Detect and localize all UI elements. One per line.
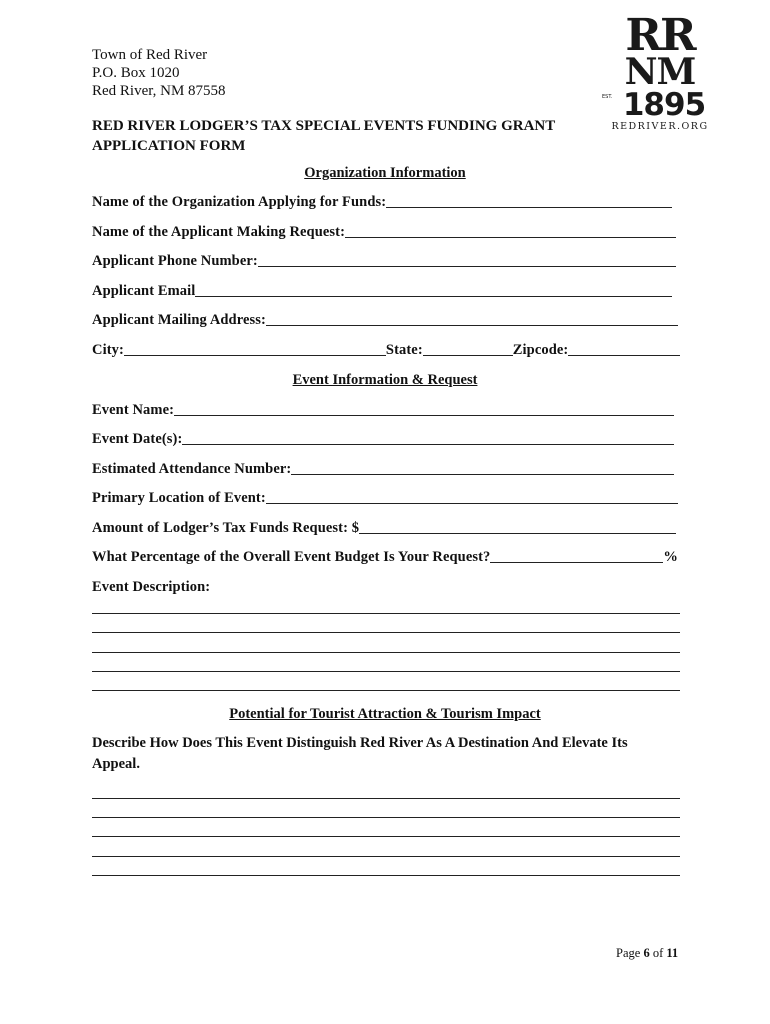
total-pages: 11: [666, 946, 679, 960]
svg-text:NM: NM: [624, 51, 696, 93]
page-number: [616, 946, 678, 961]
attendance-label: Estimated Attendance Number:: [92, 461, 292, 477]
org-name-input-line[interactable]: [386, 194, 672, 208]
applicant-name-field[interactable]: [92, 224, 676, 241]
applicant-name-label: Name of the Applicant Making Request:: [92, 224, 346, 240]
attendance-field[interactable]: [92, 461, 674, 478]
applicant-email-input-line[interactable]: [195, 283, 672, 297]
event-location-field[interactable]: [92, 490, 678, 507]
section-heading-tourism-impact: Potential for Tourist Attraction & Tourism Impact: [229, 706, 541, 722]
event-name-label: Event Name:: [92, 402, 175, 418]
state-input-line[interactable]: [423, 342, 513, 356]
address-line-2: P.O. Box 1020: [92, 65, 180, 81]
event-dates-label: Event Date(s):: [92, 431, 183, 447]
svg-text:EST.: EST.: [602, 94, 613, 100]
applicant-phone-label: Applicant Phone Number:: [92, 253, 258, 269]
event-description-label: Event Description:: [92, 579, 211, 595]
city-label: City:: [92, 342, 124, 358]
tourism-impact-line-1[interactable]: [92, 798, 680, 799]
event-name-field[interactable]: [92, 402, 674, 419]
percent-sign: %: [663, 549, 678, 565]
mailing-address-label: Applicant Mailing Address:: [92, 312, 266, 328]
funds-amount-field[interactable]: [92, 520, 676, 537]
applicant-email-label: Applicant Email: [92, 283, 196, 299]
zipcode-input-line[interactable]: [568, 342, 680, 356]
svg-text:RR: RR: [625, 12, 695, 61]
address-line-3: Red River, NM 87558: [92, 83, 226, 99]
section-heading-organization: Organization Information: [304, 165, 466, 181]
state-label: State:: [385, 342, 423, 358]
event-description-line-3[interactable]: [92, 652, 680, 653]
event-description-field: [92, 579, 676, 596]
of-word: of: [652, 946, 664, 960]
event-location-label: Primary Location of Event:: [92, 490, 266, 506]
red-river-logo: [596, 12, 724, 134]
address-line-1: Town of Red River: [92, 47, 208, 63]
svg-text:REDRIVER.ORG: REDRIVER.ORG: [611, 121, 709, 132]
svg-text:1895: 1895: [622, 87, 706, 123]
event-dates-input-line[interactable]: [182, 431, 674, 445]
funds-amount-input-line[interactable]: [359, 520, 676, 534]
event-name-input-line[interactable]: [174, 402, 674, 416]
mailing-address-field[interactable]: [92, 312, 678, 329]
budget-percentage-input-line[interactable]: [490, 549, 663, 563]
funds-amount-label: Amount of Lodger’s Tax Funds Request: $: [92, 520, 360, 536]
tourism-impact-line-2[interactable]: [92, 817, 680, 818]
applicant-name-input-line[interactable]: [345, 224, 676, 238]
tourism-impact-line-4[interactable]: [92, 856, 680, 857]
budget-percentage-field[interactable]: [92, 549, 678, 566]
event-description-line-1[interactable]: [92, 613, 680, 614]
event-description-line-2[interactable]: [92, 632, 680, 633]
org-name-field[interactable]: [92, 194, 672, 211]
org-name-label: Name of the Organization Applying for Funds:: [92, 194, 387, 210]
mailing-address-input-line[interactable]: [266, 312, 678, 326]
city-state-zip-row: [92, 342, 680, 359]
tourism-impact-question: Describe How Does This Event Distinguish Red River As A Destination And Elevate Its Appeal.: [92, 735, 628, 772]
page-word: Page: [616, 946, 641, 960]
event-description-line-5[interactable]: [92, 690, 680, 691]
tourism-impact-line-5[interactable]: [92, 875, 680, 876]
form-title-line-2: APPLICATION FORM: [92, 138, 246, 154]
event-description-line-4[interactable]: [92, 671, 680, 672]
sender-address: [92, 46, 226, 100]
applicant-email-field[interactable]: [92, 283, 672, 300]
zipcode-label: Zipcode:: [512, 342, 569, 358]
form-title-line-1: RED RIVER LODGER’S TAX SPECIAL EVENTS FUNDING GRANT: [92, 118, 556, 134]
applicant-phone-input-line[interactable]: [258, 253, 676, 267]
event-dates-field[interactable]: [92, 431, 674, 448]
city-input-line[interactable]: [124, 342, 386, 356]
section-heading-event: Event Information & Request: [292, 372, 478, 388]
budget-percentage-label: What Percentage of the Overall Event Budget Is Your Request?: [92, 549, 491, 565]
tourism-impact-line-3[interactable]: [92, 836, 680, 837]
attendance-input-line[interactable]: [291, 461, 674, 475]
event-location-input-line[interactable]: [266, 490, 678, 504]
applicant-phone-field[interactable]: [92, 253, 676, 270]
form-title: [92, 116, 572, 156]
current-page: 6: [643, 946, 650, 960]
